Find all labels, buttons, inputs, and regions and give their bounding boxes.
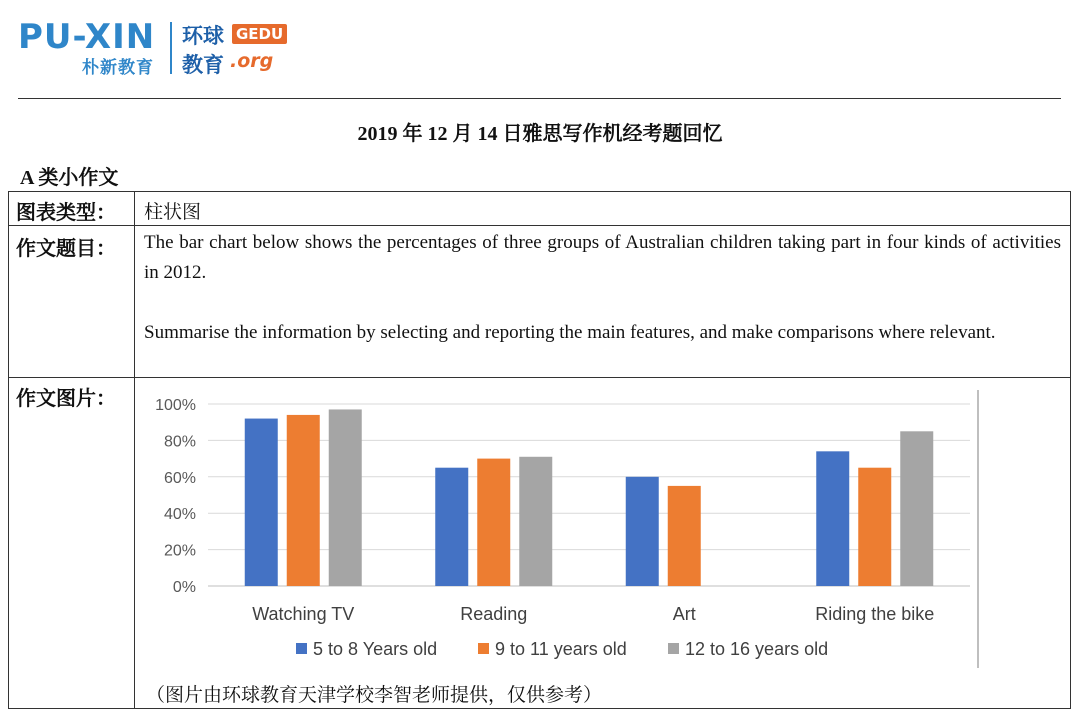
x-category-label: Watching TV bbox=[252, 604, 355, 624]
table-row-divider bbox=[8, 225, 1071, 226]
bar bbox=[245, 419, 278, 586]
gedu-logo-org: .org bbox=[230, 50, 274, 72]
chart-type-value: 柱状图 bbox=[144, 202, 202, 223]
puxin-logo bbox=[18, 17, 158, 78]
bar bbox=[668, 486, 701, 586]
gedu-logo-cn-top: 环球 bbox=[182, 24, 224, 48]
image-caption: （图片由环球教育天津学校李智老师提供，仅供参考） bbox=[146, 685, 603, 706]
legend-swatch bbox=[478, 643, 489, 654]
bar bbox=[329, 409, 362, 586]
x-category-label: Riding the bike bbox=[815, 604, 935, 624]
legend-label: 9 to 11 years old bbox=[495, 639, 627, 659]
bar bbox=[287, 415, 320, 586]
table-border-bottom bbox=[8, 708, 1071, 709]
legend-swatch bbox=[668, 643, 679, 654]
legend-label: 12 to 16 years old bbox=[685, 639, 829, 659]
table-border-right bbox=[1070, 191, 1071, 709]
y-tick-label: 60% bbox=[163, 469, 196, 487]
table-row-divider bbox=[8, 377, 1071, 378]
bar bbox=[900, 431, 933, 586]
y-tick-label: 40% bbox=[163, 506, 196, 524]
puxin-logo-text: PU-XIN bbox=[18, 17, 156, 57]
legend-swatch bbox=[296, 643, 307, 654]
puxin-logo-subtext: 朴新教育 bbox=[82, 58, 154, 78]
image-label: 作文图片： bbox=[16, 388, 116, 410]
table-column-divider bbox=[134, 191, 135, 709]
y-tick-label: 0% bbox=[172, 579, 196, 596]
task-paragraph-2: Summarise the information by selecting and reporting the main features, and make comparisons where relevant. bbox=[144, 322, 996, 343]
gedu-logo bbox=[182, 18, 292, 78]
bar-chart bbox=[138, 384, 980, 674]
header-rule bbox=[18, 98, 1061, 99]
x-category-label: Reading bbox=[460, 604, 528, 624]
task-paragraph-1: The bar chart below shows the percentages of three groups of Australian children taking part in four kinds of activities in 2012. bbox=[144, 232, 1061, 283]
bar bbox=[816, 451, 849, 586]
page-title: 2019 年 12 月 14 日雅思写作机经考题回忆 bbox=[357, 123, 723, 145]
table-border-left bbox=[8, 191, 9, 709]
logo-divider bbox=[170, 22, 172, 74]
bar bbox=[435, 468, 468, 586]
legend-label: 5 to 8 Years old bbox=[313, 639, 438, 659]
bar bbox=[477, 459, 510, 586]
section-heading: A 类小作文 bbox=[20, 167, 119, 189]
gedu-logo-cn-bottom: 教育 bbox=[182, 53, 224, 77]
bar bbox=[626, 477, 659, 586]
bar bbox=[519, 457, 552, 586]
bar bbox=[858, 468, 891, 586]
x-category-label: Art bbox=[672, 604, 696, 624]
table-border-top bbox=[8, 191, 1071, 192]
y-tick-label: 20% bbox=[163, 542, 196, 560]
y-tick-label: 80% bbox=[163, 433, 196, 451]
gedu-logo-badge: GEDU bbox=[232, 24, 287, 44]
chart-type-label: 图表类型： bbox=[16, 202, 116, 224]
y-tick-label: 100% bbox=[155, 397, 196, 414]
task-label: 作文题目： bbox=[16, 238, 116, 260]
bar-chart-svg bbox=[138, 384, 980, 674]
